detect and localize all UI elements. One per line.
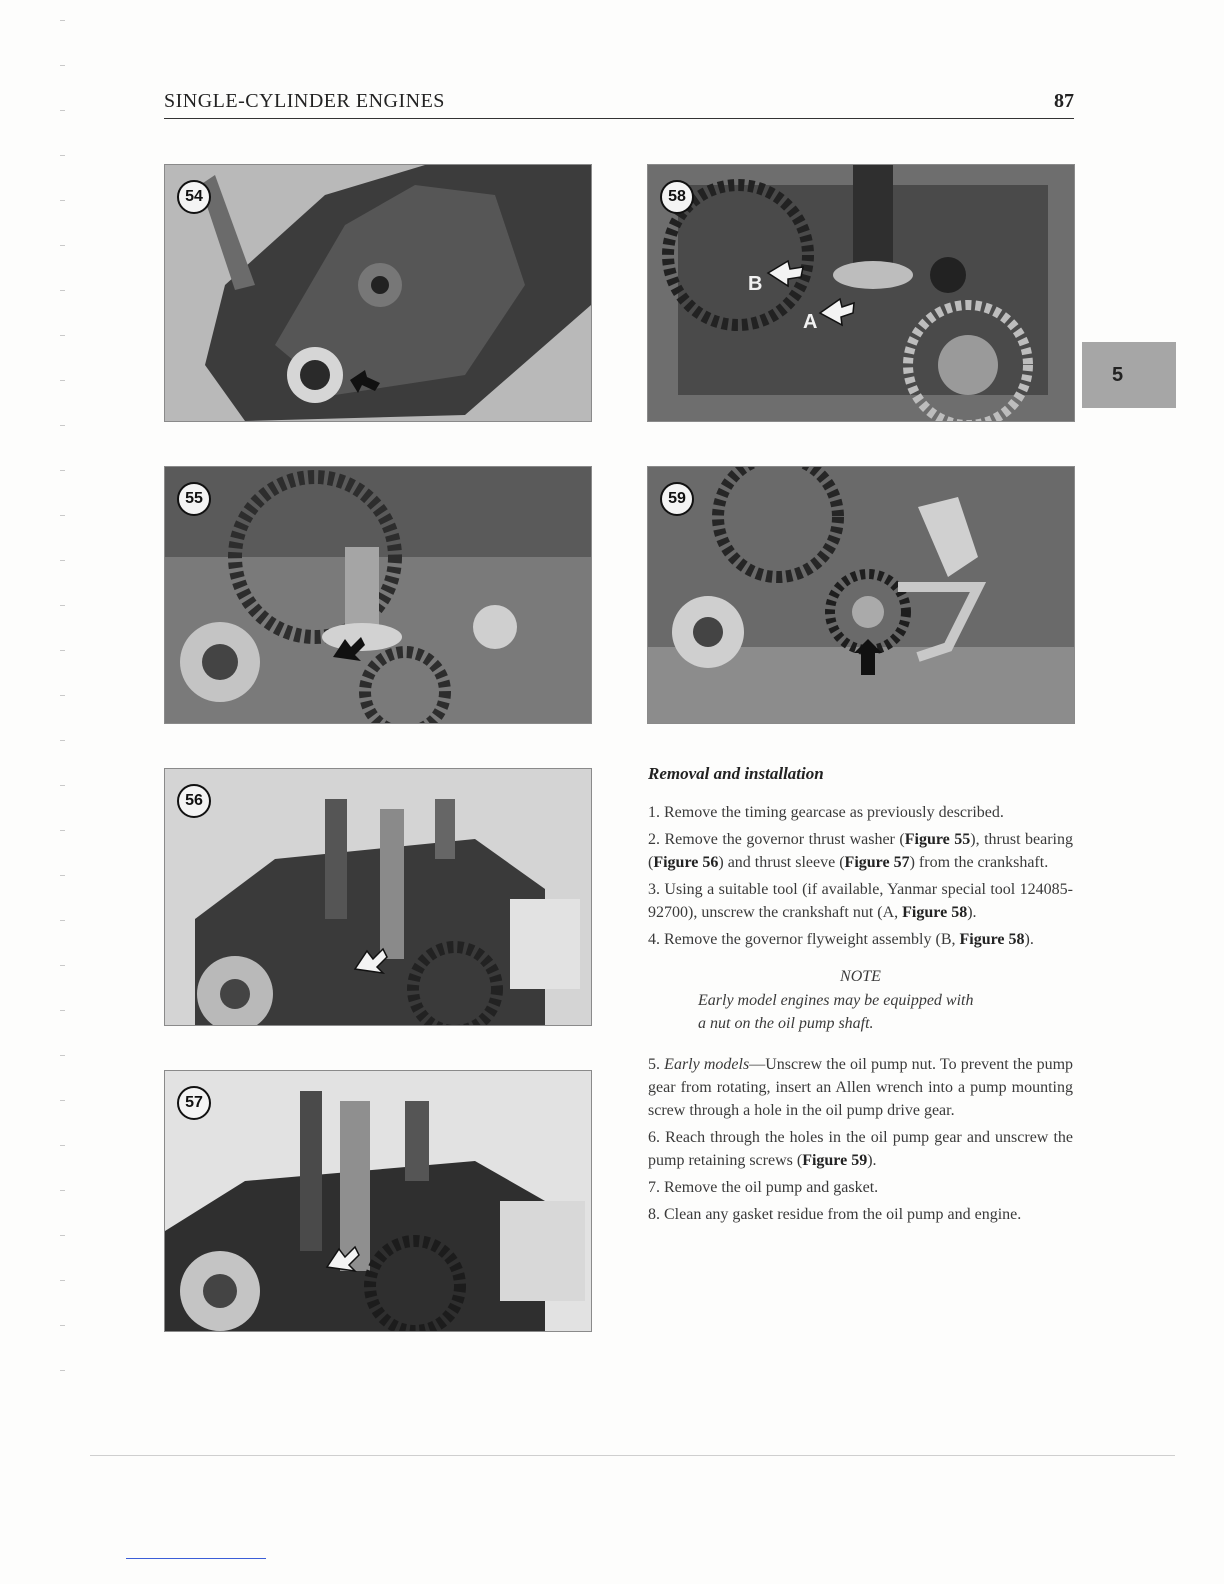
step-item — [648, 801, 1073, 824]
figure-58-photo — [647, 164, 1075, 422]
step-text: Using a suitable tool (if available, Yanmar special tool 124085-92700), unscrew the crankshaft nut (A, — [648, 881, 1073, 921]
step-text: ), thrust bearing ( — [648, 831, 1073, 871]
step-text: Reach through the holes in the oil pump gear and unscrew the pump retaining screws ( — [648, 1129, 1074, 1169]
figure-57-photo — [164, 1070, 592, 1332]
step-text: Clean any gasket residue from the oil pump and engine. — [664, 1206, 1022, 1223]
step-text: ) and thrust sleeve ( — [718, 854, 845, 871]
step-item — [648, 928, 1073, 951]
figure-number-badge: 57 — [177, 1086, 211, 1120]
margin-marks — [60, 20, 68, 1400]
figure-number-badge: 55 — [177, 482, 211, 516]
figure-number-badge: 54 — [177, 180, 211, 214]
thrust-bearing-illustration — [165, 769, 591, 1025]
step-text: ). — [867, 1152, 877, 1169]
step-item — [648, 1203, 1073, 1226]
step-number: 8. — [648, 1206, 664, 1223]
thrust-washer-illustration — [165, 467, 591, 723]
step-text: Remove the oil pump and gasket. — [664, 1179, 879, 1196]
note-line: a nut on the oil pump shaft. — [698, 1015, 874, 1032]
callout-label-b: B — [748, 273, 763, 295]
figure-number-badge: 59 — [660, 482, 694, 516]
step-number: 3. — [648, 881, 665, 898]
figure-reference: Figure 58 — [959, 931, 1025, 948]
step-number: 4. — [648, 931, 664, 948]
figure-reference: Figure 59 — [802, 1152, 868, 1169]
step-number: 7. — [648, 1179, 664, 1196]
step-text: Remove the governor thrust washer ( — [664, 831, 905, 848]
procedure-text — [648, 762, 1073, 1230]
section-heading: Removal and installation — [648, 764, 824, 783]
figure-reference: Figure 58 — [902, 904, 968, 921]
note-heading: NOTE — [840, 968, 881, 985]
note-line: Early model engines may be equipped with — [698, 992, 974, 1009]
footer-link-underline — [126, 1558, 266, 1559]
step-number: 2. — [648, 831, 665, 848]
oil-pump-gear-illustration — [648, 467, 1074, 723]
step-text: ) from the crankshaft. — [909, 854, 1049, 871]
thrust-sleeve-illustration — [165, 1071, 591, 1331]
figure-55-photo — [164, 466, 592, 724]
step-text: Remove the governor flyweight assembly (B, — [664, 931, 960, 948]
step-number: 6. — [648, 1129, 666, 1146]
chapter-tab: 5 — [1082, 342, 1176, 408]
figure-number-badge: 56 — [177, 784, 211, 818]
figure-59-photo — [647, 466, 1075, 724]
flyweight-illustration — [648, 165, 1074, 421]
figure-reference: Figure 57 — [844, 854, 910, 871]
figure-number-badge: 58 — [660, 180, 694, 214]
footer-rule — [90, 1455, 1175, 1456]
step-text: —Unscrew the oil pump nut. To prevent the pump gear from rotating, insert an Allen wrench into a pump mounting screw through a hole in the oil pump drive gear. — [648, 1056, 1074, 1119]
step-number: 1. — [648, 804, 664, 821]
note-box — [648, 965, 1073, 1035]
page-number: 87 — [1054, 90, 1074, 112]
step-text: ). — [967, 904, 977, 921]
step-item — [648, 878, 1073, 924]
figure-reference: Figure 55 — [904, 831, 971, 848]
page-header — [164, 90, 1074, 119]
figure-reference: Figure 56 — [653, 854, 719, 871]
step-item — [648, 1176, 1073, 1199]
figure-56-photo — [164, 768, 592, 1026]
step-list — [648, 801, 1073, 951]
step-text: Early models — [664, 1056, 750, 1073]
step-number: 5. — [648, 1056, 665, 1073]
running-title: SINGLE-CYLINDER ENGINES — [164, 90, 445, 112]
step-text: Remove the timing gearcase as previously described. — [664, 804, 1004, 821]
step-list-continued — [648, 1053, 1073, 1226]
step-item — [648, 1126, 1073, 1172]
step-item — [648, 828, 1073, 874]
engine-case-illustration — [165, 165, 591, 421]
step-item — [648, 1053, 1073, 1122]
callout-label-a: A — [803, 311, 818, 333]
step-text: ). — [1024, 931, 1034, 948]
figure-54-photo — [164, 164, 592, 422]
